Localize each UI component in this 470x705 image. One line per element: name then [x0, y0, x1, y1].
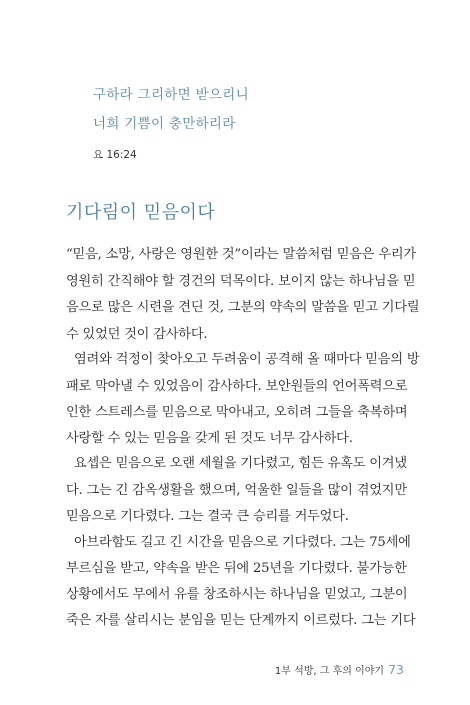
body-line: 부르심을 받고, 약속을 받은 뒤에 25년을 기다렸다. 불가능한 — [66, 561, 407, 576]
body-line: 상황에서도 무에서 유를 창조하시는 하나님을 믿었고, 그분이 — [66, 587, 408, 602]
body-line: 다. 그는 긴 감옥생활을 했으며, 억울한 일들을 많이 겪었지만 — [66, 483, 407, 498]
body-line: 죽은 자를 살리시는 분임을 믿는 단계까지 이르렀다. 그는 기다 — [66, 613, 416, 628]
body-line: 영원히 간직해야 할 경건의 덕목이다. 보이지 않는 하나님을 믿 — [66, 274, 416, 289]
body-line: 패로 막아낼 수 있었음이 감사하다. 보안원들의 언어폭력으로 — [66, 379, 408, 394]
body-line: 아브라함도 길고 긴 시간을 믿음으로 기다렸다. 그는 75세에 — [66, 535, 411, 550]
body-line: “믿음, 소망, 사랑은 영원한 것”이라는 말씀처럼 믿음은 우리가 — [66, 247, 416, 262]
body-line: 사랑할 수 있는 믿음을 갖게 된 것도 너무 감사하다. — [66, 431, 353, 446]
verse-reference: 요 16:24 — [93, 149, 137, 161]
section-heading: 기다림이 믿음이다 — [66, 202, 216, 223]
body-line: 음으로 많은 시련을 견딘 것, 그분의 약속의 말씀을 믿고 기다릴 — [66, 300, 420, 315]
running-header: 1부 석방, 그 후의 이야기 — [274, 666, 385, 677]
page-footer — [275, 662, 404, 677]
body-line: 인한 스트레스를 믿음으로 막아내고, 오히려 그들을 축복하며 — [66, 405, 408, 420]
verse-line-1: 구하라 그리하면 받으리니 — [93, 87, 249, 103]
body-line: 믿음으로 기다렸다. 그는 결국 큰 승리를 거두었다. — [66, 509, 349, 524]
page-number: 73 — [388, 662, 404, 677]
body-line: 요셉은 믿음으로 오랜 세월을 기다렸고, 힘든 유혹도 이겨냈 — [66, 456, 407, 471]
verse-line-2: 너희 기쁨이 충만하리라 — [93, 116, 236, 132]
body-line: 염려와 걱정이 찾아오고 두려움이 공격해 올 때마다 믿음의 방 — [66, 352, 420, 367]
body-line: 수 있었던 것이 감사하다. — [66, 327, 208, 342]
